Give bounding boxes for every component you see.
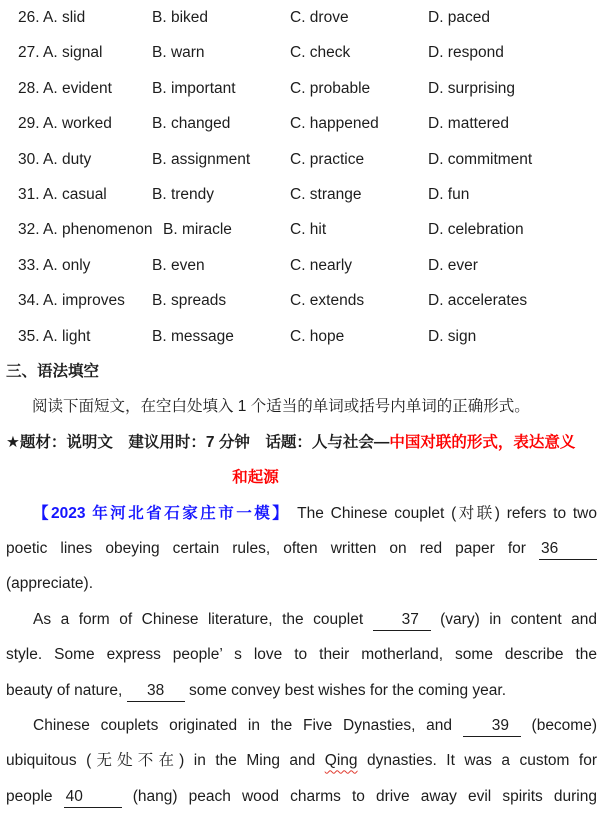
option-c: C. nearly bbox=[290, 256, 353, 274]
passage-line bbox=[6, 531, 597, 566]
option-d: D. ever bbox=[428, 256, 478, 274]
passage-text: beauty of nature, bbox=[6, 681, 123, 699]
cloze-option-row-28 bbox=[6, 71, 597, 106]
option-d: D. respond bbox=[428, 44, 504, 62]
option-b: B. warn bbox=[152, 44, 205, 62]
cloze-option-row-27 bbox=[6, 35, 597, 70]
passage-line bbox=[6, 673, 597, 708]
cloze-option-row-30 bbox=[6, 142, 597, 177]
passage-text: (appreciate). bbox=[6, 575, 94, 593]
passage-meta bbox=[6, 425, 597, 460]
passage-line bbox=[6, 602, 597, 637]
option-d: D. sign bbox=[428, 327, 477, 345]
blank-number: 37 bbox=[401, 610, 419, 628]
option-b: B. even bbox=[152, 256, 205, 274]
blank-37[interactable] bbox=[373, 611, 431, 631]
option-b: B. assignment bbox=[152, 150, 251, 168]
option-b: B. trendy bbox=[152, 185, 215, 203]
passage-line bbox=[6, 566, 597, 601]
option-c: C. practice bbox=[290, 150, 365, 168]
option-b: B. biked bbox=[152, 9, 209, 26]
option-d: D. fun bbox=[428, 185, 470, 203]
option-a: 32. A. phenomenon bbox=[18, 221, 153, 239]
option-c: C. hope bbox=[290, 327, 345, 345]
passage-line bbox=[6, 496, 597, 531]
passage-line bbox=[6, 743, 597, 778]
option-c: C. happened bbox=[290, 115, 379, 133]
cloze-option-row-26 bbox=[6, 0, 597, 35]
cloze-option-row-29 bbox=[6, 106, 597, 141]
passage-text: some convey best wishes for the coming year. bbox=[188, 681, 507, 699]
option-c: C. hit bbox=[290, 221, 327, 239]
passage-line bbox=[6, 637, 597, 672]
meta-topic-black: ★题材：说明文 建议用时：7 分钟 话题：人与社会— bbox=[6, 433, 390, 451]
option-a: 33. A. only bbox=[18, 256, 91, 274]
misspelled-word: Qing bbox=[324, 752, 358, 770]
option-a: 34. A. improves bbox=[18, 292, 125, 310]
blank-38[interactable] bbox=[127, 682, 185, 702]
option-a: 27. A. signal bbox=[18, 44, 103, 62]
passage-text: (become) bbox=[531, 716, 597, 734]
cloze-option-row-31 bbox=[6, 177, 597, 212]
passage-text: (hang) peach wood charms to drive away evil spirits during bbox=[132, 787, 597, 805]
blank-number: 38 bbox=[147, 681, 165, 699]
source-tag: 【2023 年河北省石家庄市一模】 bbox=[33, 504, 291, 522]
blank-40[interactable] bbox=[64, 788, 122, 808]
passage-line bbox=[6, 779, 597, 814]
blank-number: 39 bbox=[491, 716, 510, 734]
option-d: D. celebration bbox=[428, 221, 524, 239]
cloze-option-row-32 bbox=[6, 212, 597, 247]
option-c: C. check bbox=[290, 44, 351, 62]
section-heading: 三、语法填空 bbox=[6, 362, 100, 380]
passage-text: ubiquitous (无处不在) in the Ming and bbox=[6, 752, 316, 770]
passage-text: dynasties. It was a custom for bbox=[367, 752, 598, 770]
option-a: 26. A. slid bbox=[18, 9, 86, 26]
section-instruction: 阅读下面短文，在空白处填入 1 个适当的单词或括号内单词的正确形式。 bbox=[32, 398, 530, 416]
blank-36[interactable] bbox=[539, 540, 597, 560]
option-a: 30. A. duty bbox=[18, 150, 92, 168]
meta-topic-red-continuation: 和起源 bbox=[232, 469, 279, 487]
option-c: C. probable bbox=[290, 79, 371, 97]
option-c: C. extends bbox=[290, 292, 365, 310]
cloze-option-row-35 bbox=[6, 319, 597, 354]
passage-text: style. Some express people’ s love to their motherland, some describe the bbox=[6, 646, 597, 664]
cloze-option-row-34 bbox=[6, 283, 597, 318]
option-b: B. miracle bbox=[163, 221, 232, 239]
cloze-option-row-33 bbox=[6, 248, 597, 283]
option-d: D. commitment bbox=[428, 150, 533, 168]
option-a: 31. A. casual bbox=[18, 185, 107, 203]
option-d: D. paced bbox=[428, 9, 491, 26]
passage-text: Chinese couplets originated in the Five Dynasties, and bbox=[33, 716, 453, 734]
option-b: B. changed bbox=[152, 115, 231, 133]
option-b: B. spreads bbox=[152, 292, 227, 310]
passage-line bbox=[6, 708, 597, 743]
blank-number: 40 bbox=[65, 787, 83, 805]
meta-topic-red: 中国对联的形式，表达意义 bbox=[389, 433, 576, 451]
passage-text: people bbox=[6, 787, 53, 805]
blank-39[interactable] bbox=[463, 717, 521, 737]
option-d: D. accelerates bbox=[428, 292, 528, 310]
passage-text: The Chinese couplet (对联) refers to two bbox=[297, 504, 597, 522]
blank-number: 36 bbox=[541, 539, 559, 557]
option-c: C. strange bbox=[290, 185, 362, 203]
option-c: C. drove bbox=[290, 9, 349, 26]
option-a: 29. A. worked bbox=[18, 115, 112, 133]
option-b: B. important bbox=[152, 79, 236, 97]
option-d: D. mattered bbox=[428, 115, 509, 133]
option-b: B. message bbox=[152, 327, 234, 345]
passage-text: poetic lines obeying certain rules, often written on red paper for bbox=[6, 539, 526, 557]
option-a: 35. A. light bbox=[18, 327, 91, 345]
option-a: 28. A. evident bbox=[18, 79, 112, 97]
passage-text: As a form of Chinese literature, the couplet bbox=[33, 610, 364, 628]
option-d: D. surprising bbox=[428, 79, 515, 97]
passage-text: (vary) in content and bbox=[440, 610, 597, 628]
